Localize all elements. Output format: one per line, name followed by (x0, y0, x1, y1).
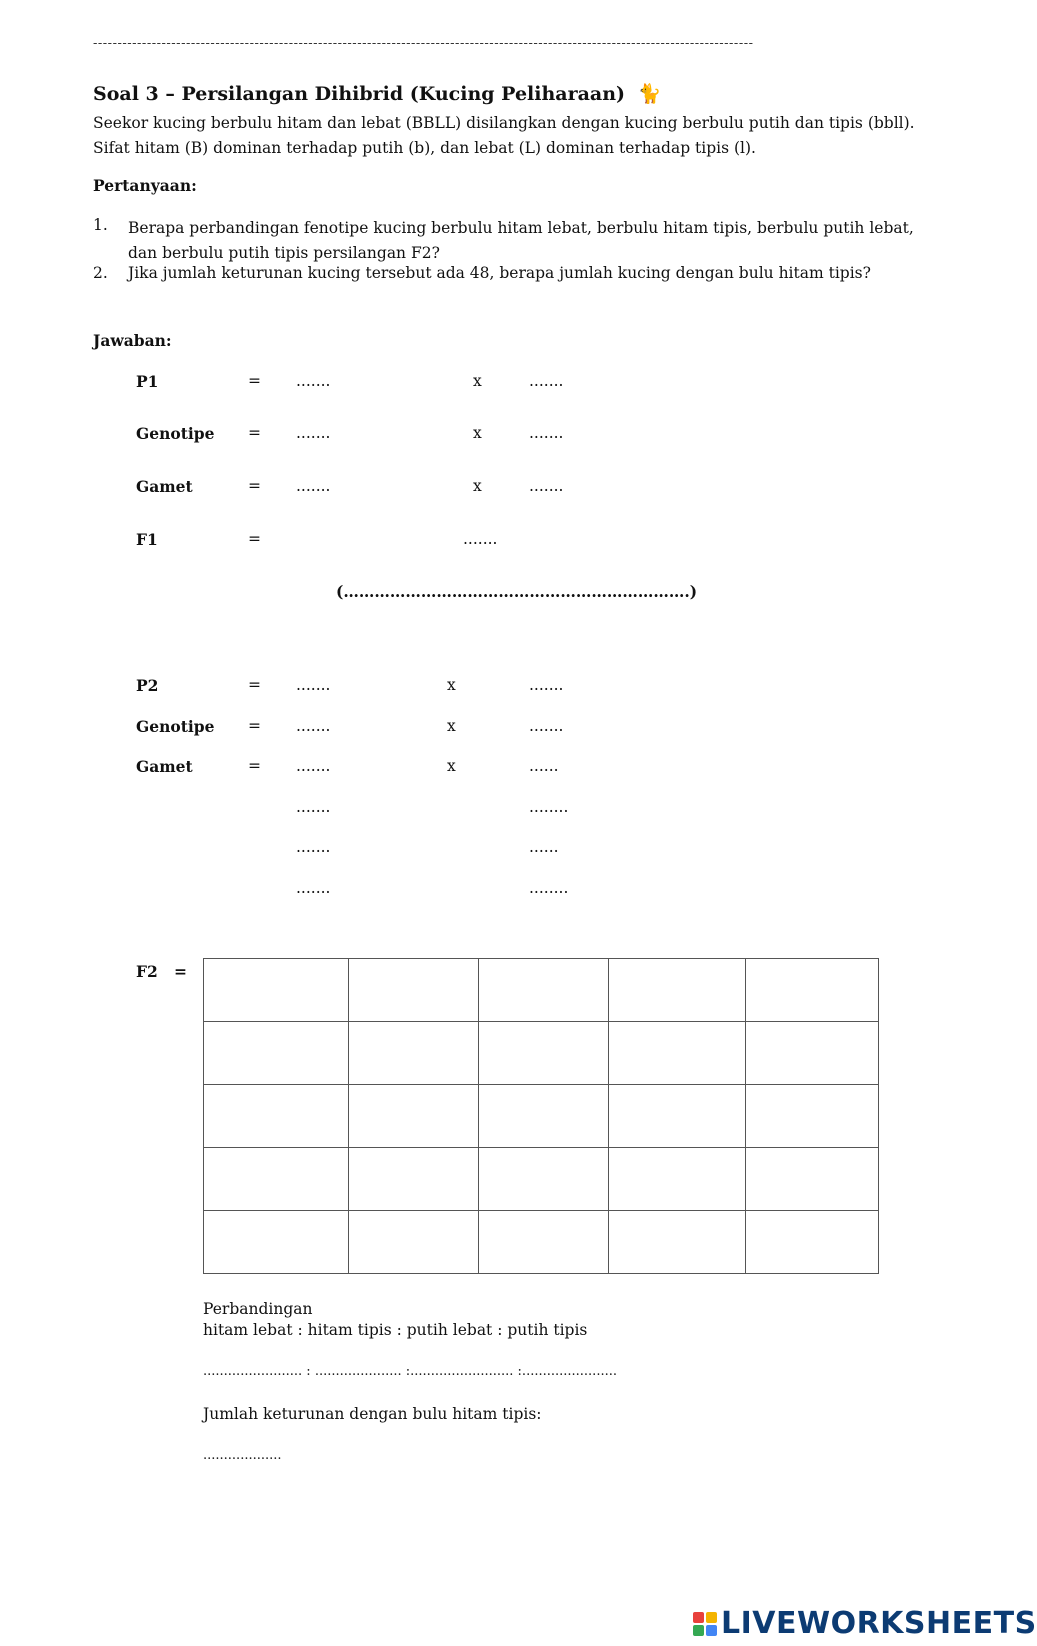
logo-mark-icon (693, 1612, 717, 1636)
gamet-2-blank-left-3[interactable]: ....... (296, 838, 331, 856)
separator-line: --------------------------------------------------------------------------------------------------------------------------------------- (93, 36, 754, 51)
punnett-cell[interactable] (479, 1085, 609, 1148)
punnett-cell[interactable] (746, 959, 879, 1022)
punnett-cell[interactable] (349, 1148, 479, 1211)
punnett-cell[interactable] (746, 1148, 879, 1211)
genotipe-1-cross: x (473, 424, 482, 442)
question-1-text: Berapa perbandingan fenotipe kucing berbulu hitam lebat, berbulu hitam tipis, berbulu putih lebat, dan berbulu putih tipis persilangan F2? (128, 219, 914, 262)
question-2-text: Jika jumlah keturunan kucing tersebut ada 48, berapa jumlah kucing dengan bulu hitam tipis? (128, 264, 871, 282)
punnett-cell[interactable] (609, 1022, 746, 1085)
punnett-cell[interactable] (204, 1022, 349, 1085)
question-1-number: 1. (93, 216, 108, 234)
punnett-cell[interactable] (479, 1211, 609, 1274)
p1-label: P1 (136, 372, 159, 391)
punnett-cell[interactable] (204, 959, 349, 1022)
f1-phenotype-blank[interactable]: (………………………………………………………….) (336, 582, 698, 601)
punnett-cell[interactable] (349, 959, 479, 1022)
genotipe-2-label: Genotipe (136, 717, 215, 736)
punnett-cell[interactable] (746, 1022, 879, 1085)
genotipe-1-label: Genotipe (136, 424, 215, 443)
punnett-cell[interactable] (746, 1211, 879, 1274)
intro-paragraph: Seekor kucing berbulu hitam dan lebat (BBLL) disilangkan dengan kucing berbulu putih dan tipis (bbll). Sifat hitam (B) dominan terhadap putih (b), dan lebat (L) dominan terhadap tipis (l). (93, 114, 915, 157)
comparison-blanks[interactable]: ........................ : ..................... :......................... :....................... (203, 1364, 617, 1379)
gamet-2-blank-left-4[interactable]: ....... (296, 879, 331, 897)
genotipe-1-equals: = (248, 424, 261, 442)
punnett-row (204, 959, 879, 1022)
gamet-2-blank-right-2[interactable]: ........ (529, 798, 569, 816)
p1-blank-left[interactable]: ....... (296, 372, 331, 390)
punnett-cell[interactable] (479, 959, 609, 1022)
gamet-2-blank-right-3[interactable]: ...... (529, 838, 559, 856)
punnett-cell[interactable] (479, 1148, 609, 1211)
p2-blank-left[interactable]: ....... (296, 676, 331, 694)
gamet-2-blank-left-2[interactable]: ....... (296, 798, 331, 816)
p1-cross: x (473, 372, 482, 390)
f1-blank[interactable]: ....... (463, 530, 498, 548)
punnett-cell[interactable] (204, 1211, 349, 1274)
gamet-2-label: Gamet (136, 757, 193, 776)
f1-equals: = (248, 530, 261, 548)
genotipe-2-blank-right[interactable]: ....... (529, 717, 564, 735)
punnett-row (204, 1148, 879, 1211)
offspring-blank[interactable]: ................... (203, 1448, 282, 1463)
punnett-row (204, 1211, 879, 1274)
punnett-cell[interactable] (609, 1085, 746, 1148)
punnett-cell[interactable] (479, 1022, 609, 1085)
gamet-1-blank-right[interactable]: ....... (529, 477, 564, 495)
genotipe-2-cross: x (447, 717, 456, 735)
f2-equals: = (174, 962, 187, 981)
cat-icon: 🐈 (637, 83, 662, 105)
punnett-square (203, 958, 879, 1274)
punnett-cell[interactable] (746, 1085, 879, 1148)
p2-blank-right[interactable]: ....... (529, 676, 564, 694)
p1-blank-right[interactable]: ....... (529, 372, 564, 390)
genotipe-2-blank-left[interactable]: ....... (296, 717, 331, 735)
logo-square-red (693, 1612, 704, 1623)
punnett-row (204, 1085, 879, 1148)
p1-equals: = (248, 372, 261, 390)
comparison-label: Perbandingan (203, 1300, 313, 1318)
gamet-1-label: Gamet (136, 477, 193, 496)
logo-text: LIVEWORKSHEETS (721, 1606, 1037, 1641)
questions-heading: Pertanyaan: (93, 176, 197, 195)
question-2-number: 2. (93, 264, 108, 282)
logo-square-blue (706, 1625, 717, 1636)
gamet-1-equals: = (248, 477, 261, 495)
liveworksheets-logo (693, 1606, 1037, 1641)
punnett-cell[interactable] (204, 1085, 349, 1148)
punnett-cell[interactable] (609, 1148, 746, 1211)
logo-square-green (693, 1625, 704, 1636)
offspring-label: Jumlah keturunan dengan bulu hitam tipis: (203, 1405, 542, 1423)
punnett-cell[interactable] (349, 1085, 479, 1148)
genotipe-1-blank-right[interactable]: ....... (529, 424, 564, 442)
gamet-2-equals: = (248, 757, 261, 775)
f2-label: F2 (136, 962, 158, 981)
punnett-cell[interactable] (609, 1211, 746, 1274)
punnett-cell[interactable] (349, 1022, 479, 1085)
logo-square-yellow (706, 1612, 717, 1623)
gamet-2-blank-right-4[interactable]: ........ (529, 879, 569, 897)
title-text: Soal 3 – Persilangan Dihibrid (Kucing Peliharaan) (93, 83, 626, 105)
punnett-cell[interactable] (349, 1211, 479, 1274)
p2-label: P2 (136, 676, 159, 695)
gamet-2-blank-left-1[interactable]: ....... (296, 757, 331, 775)
punnett-cell[interactable] (204, 1148, 349, 1211)
f1-label: F1 (136, 530, 158, 549)
genotipe-2-equals: = (248, 717, 261, 735)
gamet-2-blank-right-1[interactable]: ...... (529, 757, 559, 775)
comparison-categories: hitam lebat : hitam tipis : putih lebat : putih tipis (203, 1321, 588, 1339)
gamet-1-blank-left[interactable]: ....... (296, 477, 331, 495)
gamet-1-cross: x (473, 477, 482, 495)
answer-heading: Jawaban: (93, 331, 172, 350)
punnett-cell[interactable] (609, 959, 746, 1022)
punnett-row (204, 1022, 879, 1085)
question-title (93, 82, 661, 105)
p2-cross: x (447, 676, 456, 694)
p2-equals: = (248, 676, 261, 694)
gamet-2-cross: x (447, 757, 456, 775)
genotipe-1-blank-left[interactable]: ....... (296, 424, 331, 442)
